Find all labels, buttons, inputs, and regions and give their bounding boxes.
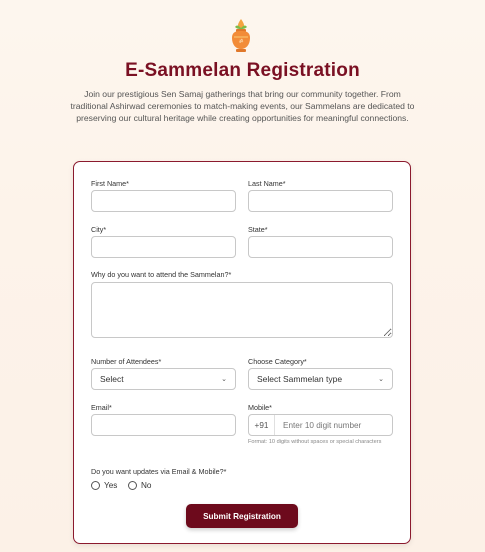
chevron-down-icon: ⌄ [378, 376, 384, 383]
category-select[interactable] [248, 368, 393, 390]
first-name-label: First Name* [91, 179, 129, 188]
mobile-input[interactable] [275, 421, 385, 430]
mobile-label: Mobile* [248, 403, 272, 412]
city-label: City* [91, 225, 107, 234]
category-label: Choose Category* [248, 357, 307, 366]
yes-label: Yes [104, 481, 118, 490]
mobile-field [248, 414, 393, 436]
svg-text:ॐ: ॐ [238, 39, 244, 45]
last-name-label: Last Name* [248, 179, 286, 188]
intro-text: Join our prestigious Sen Samaj gatherings that bring our community together. From traditional Ashirwad ceremonies to match-making events, our Sammelans are dedicated to preserving our cultural heritage while creating opportunities for meaningful connections. [70, 89, 415, 123]
yes-radio[interactable] [91, 481, 100, 490]
kalash-icon [226, 18, 256, 54]
first-name-input[interactable] [91, 190, 236, 212]
updates-no-option[interactable] [128, 481, 151, 490]
attendees-label: Number of Attendees* [91, 357, 162, 366]
email-label: Email* [91, 403, 112, 412]
reason-label: Why do you want to attend the Sammelan?* [91, 270, 232, 279]
no-label: No [141, 481, 152, 490]
submit-registration-button[interactable]: Submit Registration [186, 504, 298, 528]
updates-yes-option[interactable] [91, 481, 117, 490]
state-label: State* [248, 225, 268, 234]
attendees-select[interactable] [91, 368, 236, 390]
updates-label: Do you want updates via Email & Mobile?* [91, 467, 227, 476]
country-code-prefix: +91 [249, 415, 275, 435]
registration-form [73, 161, 411, 544]
state-input[interactable] [248, 236, 393, 258]
no-radio[interactable] [128, 481, 137, 490]
mobile-format-hint: Format: 10 digits without spaces or special characters [248, 439, 382, 445]
page-title: E-Sammelan Registration [125, 60, 360, 81]
chevron-down-icon: ⌄ [221, 376, 227, 383]
attendees-select-value: Select [100, 374, 124, 384]
reason-textarea[interactable] [91, 282, 393, 338]
last-name-input[interactable] [248, 190, 393, 212]
email-input[interactable] [91, 414, 236, 436]
category-select-value: Select Sammelan type [257, 374, 343, 384]
city-input[interactable] [91, 236, 236, 258]
